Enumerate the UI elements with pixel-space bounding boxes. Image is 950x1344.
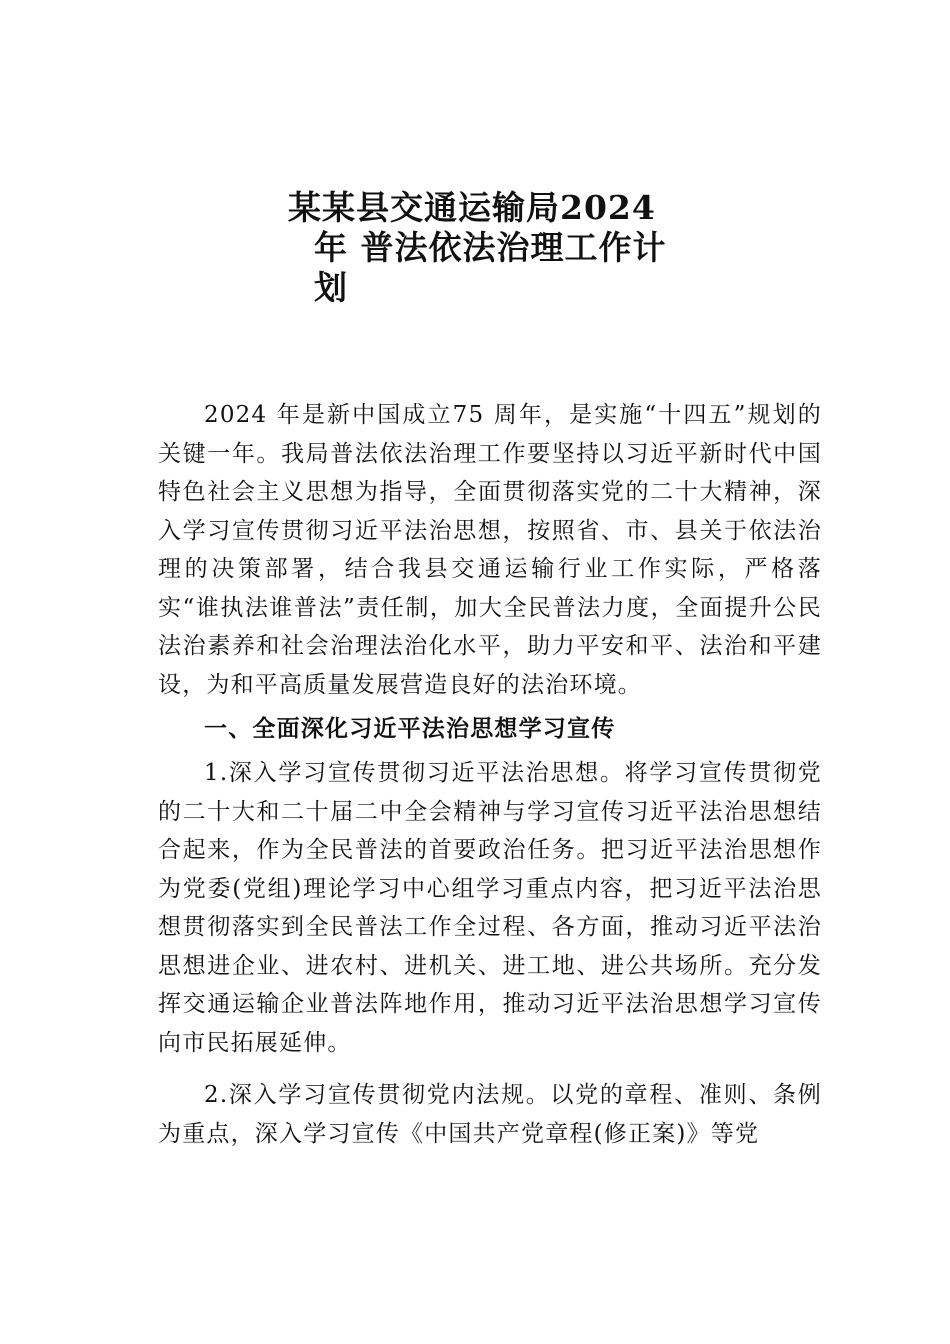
title-line-3: 划 [314,268,348,307]
item-1-paragraph: 1.深入学习宣传贯彻习近平法治思想。将学习宣传贯彻党的二十大和二十届二中全会精神与学习宣传习近平法治思想结合起来，作为全民普法的首要政治任务。把习近平法治思想作为党委(党组)理论学习中心组学习重点内容，把习近平法治思想贯彻落实到全民普法工作全过程、各方面，推动习近平法治思想进企业、进农村、进机关、进工地、进公共场所。充分发挥交通运输企业普法阵地作用，推动习近平法治思想学习宣传向市民拓展延伸。 [158,760,822,1056]
item-2-paragraph: 2.深入学习宣传贯彻党内法规。以党的章程、准则、条例为重点，深入学习宣传《中国共产党章程(修正案)》等党 [158,1082,822,1147]
intro-paragraph: 2024 年是新中国成立75 周年，是实施“十四五”规划的关键一年。我局普法依法治理工作要坚持以习近平新时代中国特色社会主义思想为指导，全面贯彻落实党的二十大精神，深入学习宣传贯彻习近平法治思想，按照省、市、县关于依法治理的决策部署，结合我县交通运输行业工作实际，严格落实“谁执法谁普法”责任制，加大全民普法力度，全面提升公民法治素养和社会治理法治化水平，助力平安和平、法治和平建设，为和平高质量发展营造良好的法治环境。 [158,402,822,698]
title-line-2: 年 普法依法治理工作计 [314,228,667,267]
section-1-heading: 一、全面深化习近平法治思想学习宣传 [204,716,616,742]
title-line-1: 某某县交通运输局2024 [288,188,656,227]
document-title [288,188,708,308]
document-body [158,396,822,1153]
